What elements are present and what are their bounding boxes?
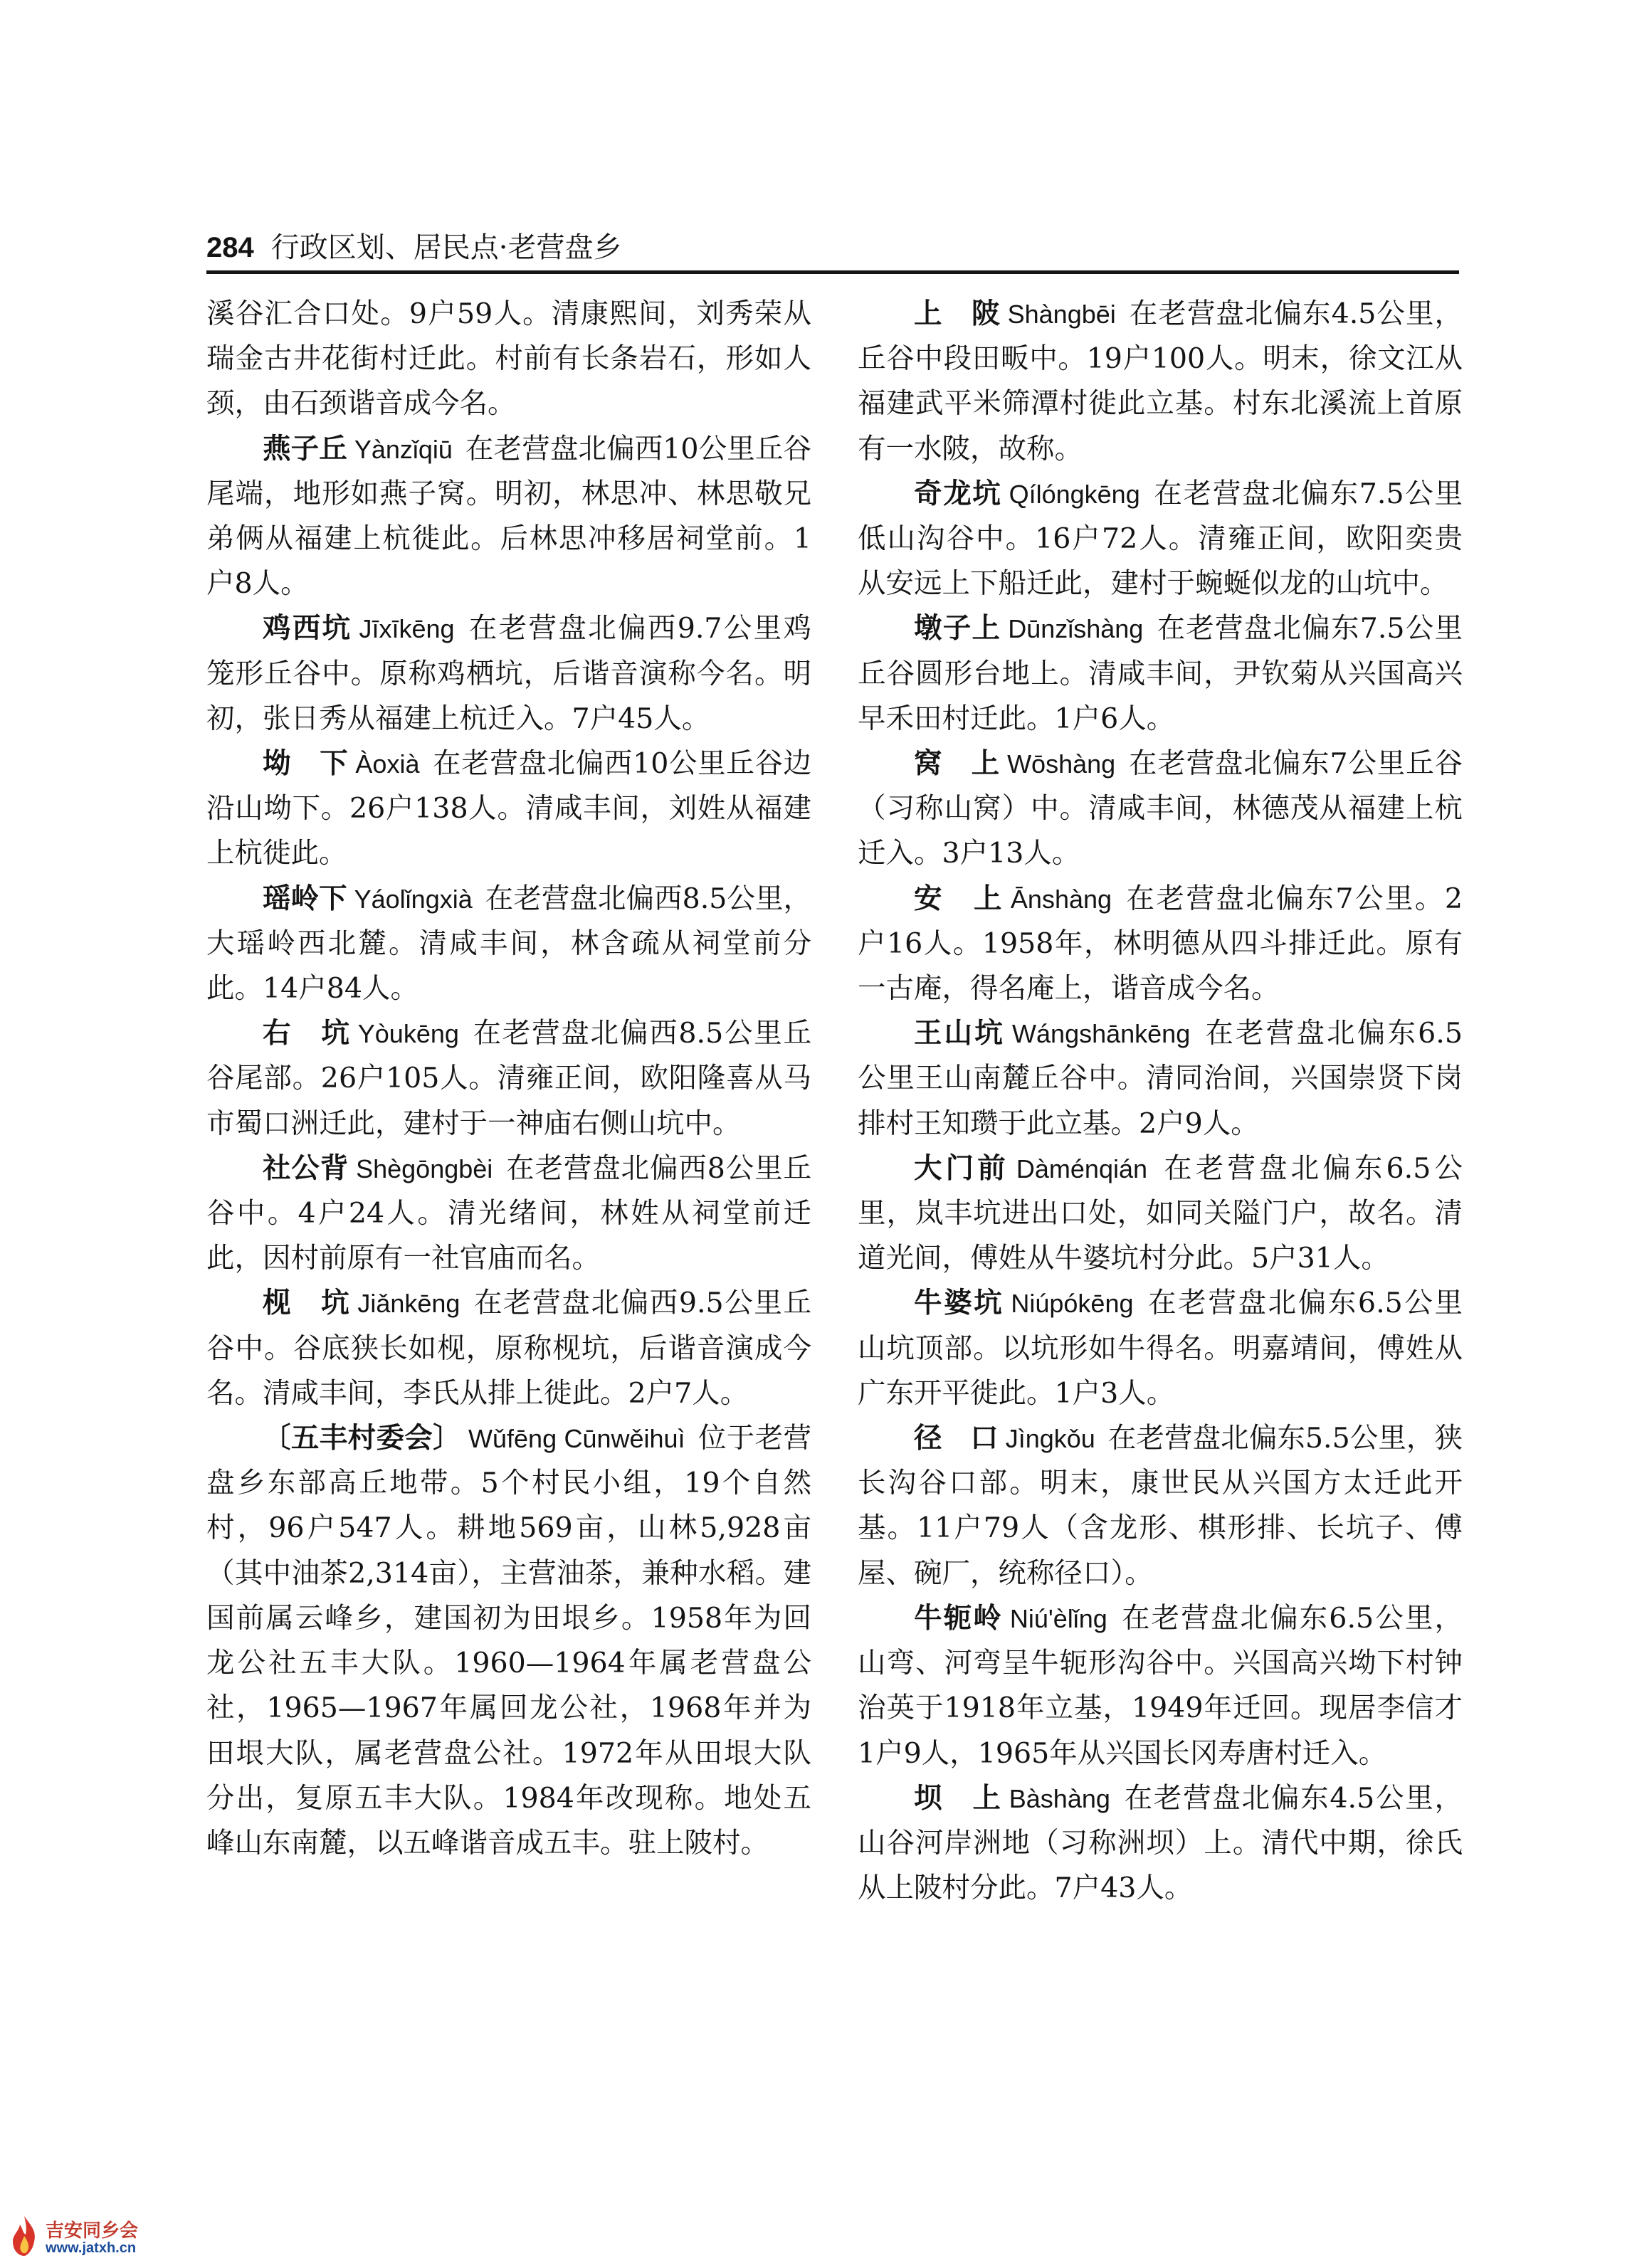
entry-headword: 社公背 [263, 1151, 349, 1185]
entry-pinyin: Wōshàng [1007, 749, 1116, 779]
entry [206, 1146, 811, 1282]
entry-text: 在老营盘北偏西9.5公里丘谷中。谷底狭长如枧，原称枧坑，后谐音演成今名。清咸丰间，李氏从排上徙此。2户7人。 [206, 1287, 811, 1410]
entry-headword: 燕子丘 [263, 432, 347, 465]
entry-pinyin: Àoxià [355, 749, 420, 779]
entry-pinyin: Qílóngkēng [1009, 479, 1140, 509]
entry-text: 在老营盘北偏西10公里丘谷尾端，地形如燕子窝。明初，林思冲、林思敬兄弟俩从福建上杭徙此。后林思冲移居祠堂前。1户8人。 [206, 432, 811, 601]
entry-headword: 大门前 [914, 1151, 1009, 1185]
entry-text: 在老营盘北偏东6.5公里王山南麓丘谷中。清同治间，兴国崇贤下岗排村王知瓒于此立基。2户9人。 [858, 1017, 1463, 1140]
page-header [206, 226, 1459, 269]
entry-text: 在老营盘北偏东6.5公里，岚丰坑进出口处，如同关隘门户，故名。清道光间，傅姓从牛婆坑村分此。5户31人。 [858, 1151, 1463, 1275]
entry-pinyin: Yànzǐqiū [354, 434, 453, 464]
entry-pinyin: Jìngkǒu [1005, 1424, 1095, 1454]
entry-pinyin: Jīxīkēng [359, 614, 455, 644]
entry [858, 1281, 1463, 1416]
left-column [206, 292, 811, 1866]
entry-pinyin: Jiǎnkēng [357, 1289, 460, 1319]
entry-headword: 枧 坑 [263, 1287, 351, 1320]
entry [858, 1416, 1463, 1596]
entry [206, 427, 811, 607]
entry-text: 在老营盘北偏东4.5公里，丘谷中段田畈中。19户100人。明末，徐文江从福建武平米筛潭村徙此立基。村东北溪流上首原有一水陂，故称。 [858, 297, 1463, 465]
entry-headword: 右 坑 [263, 1017, 351, 1050]
entry [858, 1776, 1463, 1911]
entry-pinyin: Shàngbēi [1007, 300, 1116, 329]
entry [206, 742, 811, 877]
entry [858, 742, 1463, 877]
entry [206, 877, 811, 1012]
entry-pinyin: Niúpókēng [1011, 1289, 1134, 1319]
entry-text: 在老营盘北偏东6.5公里，山弯、河弯呈牛轭形沟谷中。兴国高兴坳下村钟治英于1918年立基，1949年迁回。现居李信才1户9人，1965年从兴国长冈寿唐村迁入。 [858, 1601, 1463, 1770]
entry-text: 位于老营盘乡东部高丘地带。5个村民小组，19个自然村，96户547人。耕地569亩，山林5,928亩（其中油茶2,314亩），主营油茶，兼种水稻。建国前属云峰乡，建国初为田垠乡。1958年为回龙公社五丰大队。1960—1964年属老营盘公社，1965—1967年属回龙公社，1968年并为田垠大队，属老营盘公社。1972年从田垠大队分出，复原五丰大队。1984年改现称。地处五峰山东南麓，以五峰谐音成五丰。驻上陂村。 [206, 1422, 812, 1860]
entry-headword: 奇龙坑 [914, 477, 1002, 510]
entry-village-committee [206, 1416, 811, 1866]
entry [858, 1011, 1463, 1146]
entry [206, 1281, 811, 1416]
entry-text: 在老营盘北偏东7公里。2户16人。1958年，林明德从四斗排迁此。原有一古庵，得名庵上，谐音成今名。 [858, 882, 1463, 1006]
page-number: 284 [206, 232, 254, 263]
entry [858, 877, 1463, 1012]
entry-headword: 上 陂 [914, 297, 1001, 330]
entry-headword: 瑶岭下 [263, 882, 347, 915]
entry-pinyin: Shègōngbèi [356, 1154, 493, 1183]
entry-text: 在老营盘北偏东7.5公里低山沟谷中。16户72人。清雍正间，欧阳奕贵从安远上下船迁此，建村于蜿蜒似龙的山坑中。 [858, 477, 1463, 601]
entry-text: 在老营盘北偏东5.5公里，狭长沟谷口部。明末，康世民从兴国方太迁此开基。11户79人（含龙形、棋形排、长坑子、傅屋、碗厂，统称径口）。 [858, 1422, 1463, 1590]
entry-text: 在老营盘北偏西8公里丘谷中。4户24人。清光绪间，林姓从祠堂前迁此，因村前原有一社官庙而名。 [206, 1151, 811, 1275]
entry-headword: 窝 上 [914, 747, 1001, 781]
site-watermark [4, 2215, 239, 2264]
entry-headword: 〔五丰村委会〕 [263, 1422, 462, 1455]
entry [206, 606, 811, 742]
header-rule [206, 270, 1459, 274]
entry-headword: 王山坑 [914, 1017, 1006, 1050]
entry-pinyin: Niú'èlǐng [1009, 1603, 1107, 1633]
running-title: 行政区划、居民点·老营盘乡 [270, 231, 622, 264]
entry-pinyin: Dūnzǐshàng [1008, 614, 1144, 644]
entry-text: 在老营盘北偏东7公里丘谷（习称山窝）中。清咸丰间，林德茂从福建上杭迁入。3户13人。 [858, 747, 1463, 870]
entry-pinyin: Yáolǐngxià [354, 884, 473, 914]
entry-continuation [206, 292, 811, 427]
entry-pinyin: Wǔfēng Cūnwěihuì [468, 1424, 685, 1454]
entry-text: 在老营盘北偏东7.5公里丘谷圆形台地上。清咸丰间，尹钦菊从兴国高兴早禾田村迁此。1户6人。 [858, 612, 1463, 735]
watermark-site-name: 吉安同乡会 [46, 2220, 139, 2242]
entry-text: 在老营盘北偏西10公里丘谷边沿山坳下。26户138人。清咸丰间，刘姓从福建上杭徙此。 [206, 747, 812, 870]
entry-text: 在老营盘北偏东4.5公里，山谷河岸洲地（习称洲坝）上。清代中期，徐氏从上陂村分此。7户43人。 [858, 1781, 1463, 1905]
entry-pinyin: Bàshàng [1009, 1783, 1110, 1813]
entry-headword: 坳 下 [263, 747, 349, 781]
entry-pinyin: Wángshānkēng [1012, 1019, 1191, 1049]
entry-headword: 牛婆坑 [914, 1287, 1004, 1320]
right-column [858, 292, 1463, 1911]
entry-pinyin: Yòukēng [357, 1019, 459, 1049]
entry-text: 在老营盘北偏西8.5公里，大瑶岭西北麓。清咸丰间，林含疏从祠堂前分此。14户84人。 [206, 882, 811, 1006]
entry-pinyin: Dàménqián [1016, 1154, 1148, 1183]
entry-headword: 墩子上 [914, 612, 1001, 645]
entry-text: 在老营盘北偏西8.5公里丘谷尾部。26户105人。清雍正间，欧阳隆喜从马市蜀口洲迁此，建村于一神庙右侧山坑中。 [206, 1017, 811, 1140]
entry-text: 溪谷汇合口处。9户59人。清康熙间，刘秀荣从瑞金古井花街村迁此。村前有长条岩石，形如人颈，由石颈谐音成今名。 [206, 297, 811, 421]
entry-headword: 径 口 [914, 1422, 999, 1455]
entry-text: 在老营盘北偏东6.5公里山坑顶部。以坑形如牛得名。明嘉靖间，傅姓从广东开平徙此。1户3人。 [858, 1287, 1463, 1410]
entry-headword: 牛轭岭 [914, 1601, 1003, 1635]
entry-headword: 安 上 [914, 882, 1004, 915]
entry [858, 606, 1463, 742]
flame-logo-icon [9, 2215, 40, 2257]
entry [206, 1011, 811, 1146]
watermark-url: www.jatxh.cn [46, 2240, 137, 2256]
entry-headword: 坝 上 [914, 1781, 1002, 1815]
entry-text: 在老营盘北偏西9.7公里鸡笼形丘谷中。原称鸡栖坑，后谐音演称今名。明初，张日秀从福建上杭迁入。7户45人。 [206, 612, 811, 735]
entry [858, 1146, 1463, 1282]
entry [858, 292, 1463, 472]
entry [858, 1596, 1463, 1776]
entry-headword: 鸡西坑 [263, 612, 352, 645]
entry-pinyin: Ānshàng [1010, 884, 1112, 914]
entry [858, 472, 1463, 607]
